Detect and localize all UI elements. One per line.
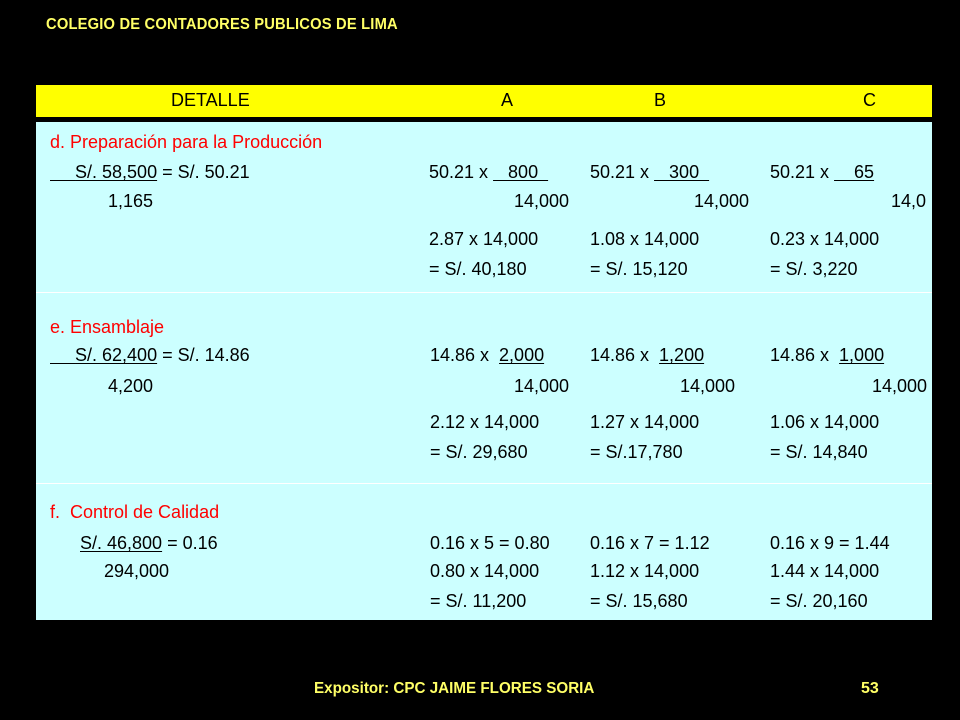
section-e-denominator: 4,200 — [108, 376, 154, 396]
section-d-b-formula: 50.21 x 300 — [590, 162, 710, 182]
section-divider — [36, 483, 932, 484]
section-d-c-calc: 0.23 x 14,000 — [770, 229, 880, 249]
section-d-a-result: = S/. 40,180 — [429, 259, 527, 279]
header-c: C — [863, 90, 876, 110]
section-f-denominator: 294,000 — [104, 561, 170, 581]
section-e-numerator: S/. 62,400 — [75, 345, 158, 365]
section-d-b-result: = S/. 15,120 — [590, 259, 688, 279]
section-f-c-line3: = S/. 20,160 — [770, 591, 868, 611]
section-f-a-line1: 0.16 x 5 = 0.80 — [430, 533, 550, 553]
section-d-b-calc: 1.08 x 14,000 — [590, 229, 700, 249]
section-e-c-denominator: 14,000 — [872, 376, 928, 396]
section-e-a-denominator: 14,000 — [514, 376, 570, 396]
section-f-a-line3: = S/. 11,200 — [430, 591, 527, 611]
section-d-c-formula: 50.21 x 65 — [770, 162, 875, 182]
section-d-rate: S/. 58,500 = S/. 50.21 — [50, 162, 250, 182]
page-number: 53 — [861, 680, 879, 697]
footer-presenter: Expositor: CPC JAIME FLORES SORIA — [314, 680, 595, 697]
section-d-title: d. Preparación para la Producción — [50, 132, 323, 152]
section-f-b-line2: 1.12 x 14,000 — [590, 561, 700, 581]
section-e-c-result: = S/. 14,840 — [770, 442, 868, 462]
section-e-b-calc: 1.27 x 14,000 — [590, 412, 700, 432]
section-f-b-line1: 0.16 x 7 = 1.12 — [590, 533, 710, 553]
header-a: A — [501, 90, 514, 110]
section-d-c-denominator: 14,0 — [891, 191, 927, 211]
section-e-title: e. Ensamblaje — [50, 317, 165, 337]
section-e-b-formula: 14.86 x 1,200 — [590, 345, 705, 365]
section-e-b-result: = S/.17,780 — [590, 442, 683, 462]
org-title: COLEGIO DE CONTADORES PUBLICOS DE LIMA — [46, 16, 398, 33]
content-panel — [36, 122, 932, 620]
section-f-a-line2: 0.80 x 14,000 — [430, 561, 540, 581]
section-e-a-result: = S/. 29,680 — [430, 442, 528, 462]
header-b: B — [654, 90, 667, 110]
section-e-a-calc: 2.12 x 14,000 — [430, 412, 540, 432]
section-d-c-result: = S/. 3,220 — [770, 259, 858, 279]
section-f-numerator: S/. 46,800 — [80, 533, 163, 553]
section-f-b-line3: = S/. 15,680 — [590, 591, 688, 611]
section-f-c-line1: 0.16 x 9 = 1.44 — [770, 533, 890, 553]
section-f-c-line2: 1.44 x 14,000 — [770, 561, 880, 581]
section-e-rate: S/. 62,400 = S/. 14.86 — [50, 345, 250, 365]
section-d-a-calc: 2.87 x 14,000 — [429, 229, 539, 249]
header-detalle: DETALLE — [171, 90, 250, 110]
section-f-rate: S/. 46,800 = 0.16 — [80, 533, 218, 553]
section-d-a-formula: 50.21 x 800 — [429, 162, 549, 182]
section-f-title: f. Control de Calidad — [50, 502, 220, 522]
section-d-denominator: 1,165 — [108, 191, 154, 211]
section-d-b-denominator: 14,000 — [694, 191, 750, 211]
section-d-numerator: S/. 58,500 — [75, 162, 158, 182]
section-divider — [36, 292, 932, 293]
section-d-a-denominator: 14,000 — [514, 191, 570, 211]
section-e-c-formula: 14.86 x 1,000 — [770, 345, 885, 365]
section-e-a-formula: 14.86 x 2,000 — [430, 345, 545, 365]
section-e-b-denominator: 14,000 — [680, 376, 736, 396]
section-e-c-calc: 1.06 x 14,000 — [770, 412, 880, 432]
table-header — [36, 85, 932, 117]
